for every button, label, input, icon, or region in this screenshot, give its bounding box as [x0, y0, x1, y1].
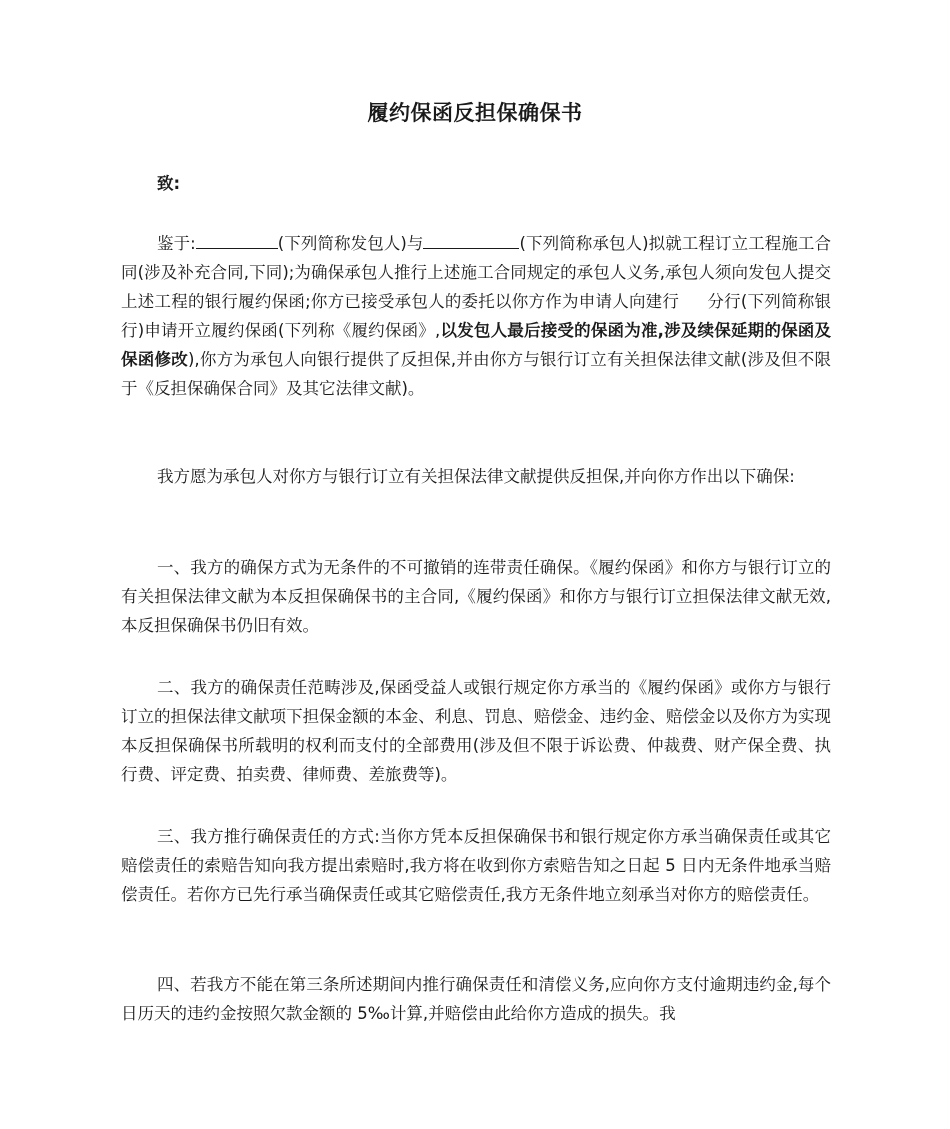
recital-closing: ),你方为承包人向银行提供了反担保,并由你方与银行订立有关担保法律文献(涉及但不限于《反担保确保合同》及其它法律文献)。 [121, 350, 832, 398]
paragraph-clause-4: 四、若我方不能在第三条所述期间内推行确保责任和清偿义务,应向你方支付逾期违约金,每个日历天的违约金按照欠款金额的 5‰计算,并赔偿由此给你方造成的损失。我 [121, 975, 831, 1023]
paragraph-clause-3: 三、我方推行确保责任的方式:当你方凭本反担保确保书和银行规定你方承当确保责任或其它赔偿责任的索赔告知向我方提出索赔时,我方将在收到你方索赔告知之日起 5 日内无条件地承当赔偿责任。若你方已先行承当确保责任或其它赔偿责任,我方无条件地立刻承当对你方的赔偿责任。 [121, 827, 831, 904]
paragraph-clause-2: 二、我方的确保责任范畴涉及,保函受益人或银行规定你方承当的《履约保函》或你方与银行订立的担保法律文献项下担保金额的本金、利息、罚息、赔偿金、违约金、赔偿金以及你方为实现本反担保确保书所载明的权利而支付的全部费用(涉及但不限于诉讼费、仲裁费、财产保全费、执行费、评定费、拍卖费、律师费、差旅费等)。 [121, 678, 831, 784]
paragraph-clause-1: 一、我方的确保方式为无条件的不可撤销的连带责任确保。《履约保函》和你方与银行订立的有关担保法律文献为本反担保确保书的主合同,《履约保函》和你方与银行订立担保法律文献无效,本反担保确保书仍旧有效。 [121, 558, 831, 635]
recital-contractor-note: (下列简称承包人)拟就工程订立工程施工合同(涉及补充合同,下同);为确保承包人推行上述施工合同规定的承包人义务,承包人须向发包人提交上述工程的银行履约保函;你方已接受承包人的委托以你方作为申请人向建行 [121, 234, 832, 311]
recital-lead: 鉴于: [157, 234, 196, 253]
paragraph-undertaking: 我方愿为承包人对你方与银行订立有关担保法律文献提供反担保,并向你方作出以下确保: [157, 467, 795, 486]
recital-bold-clause: 以发包人最后接受的保函为准,涉及续保延期的保函及保函修改 [121, 321, 831, 369]
recital-employer-note: (下列简称发包人)与 [277, 234, 424, 253]
paragraph-recital [121, 229, 831, 403]
salutation: 致: [157, 174, 181, 193]
document-title: 履约保函反担保确保书 [367, 101, 583, 125]
contractor-blank [423, 231, 519, 249]
employer-blank [196, 231, 278, 249]
recital-branch-note: 分行(下列简称银行)申请开立履约保函(下列称《履约保函》, [121, 292, 831, 340]
